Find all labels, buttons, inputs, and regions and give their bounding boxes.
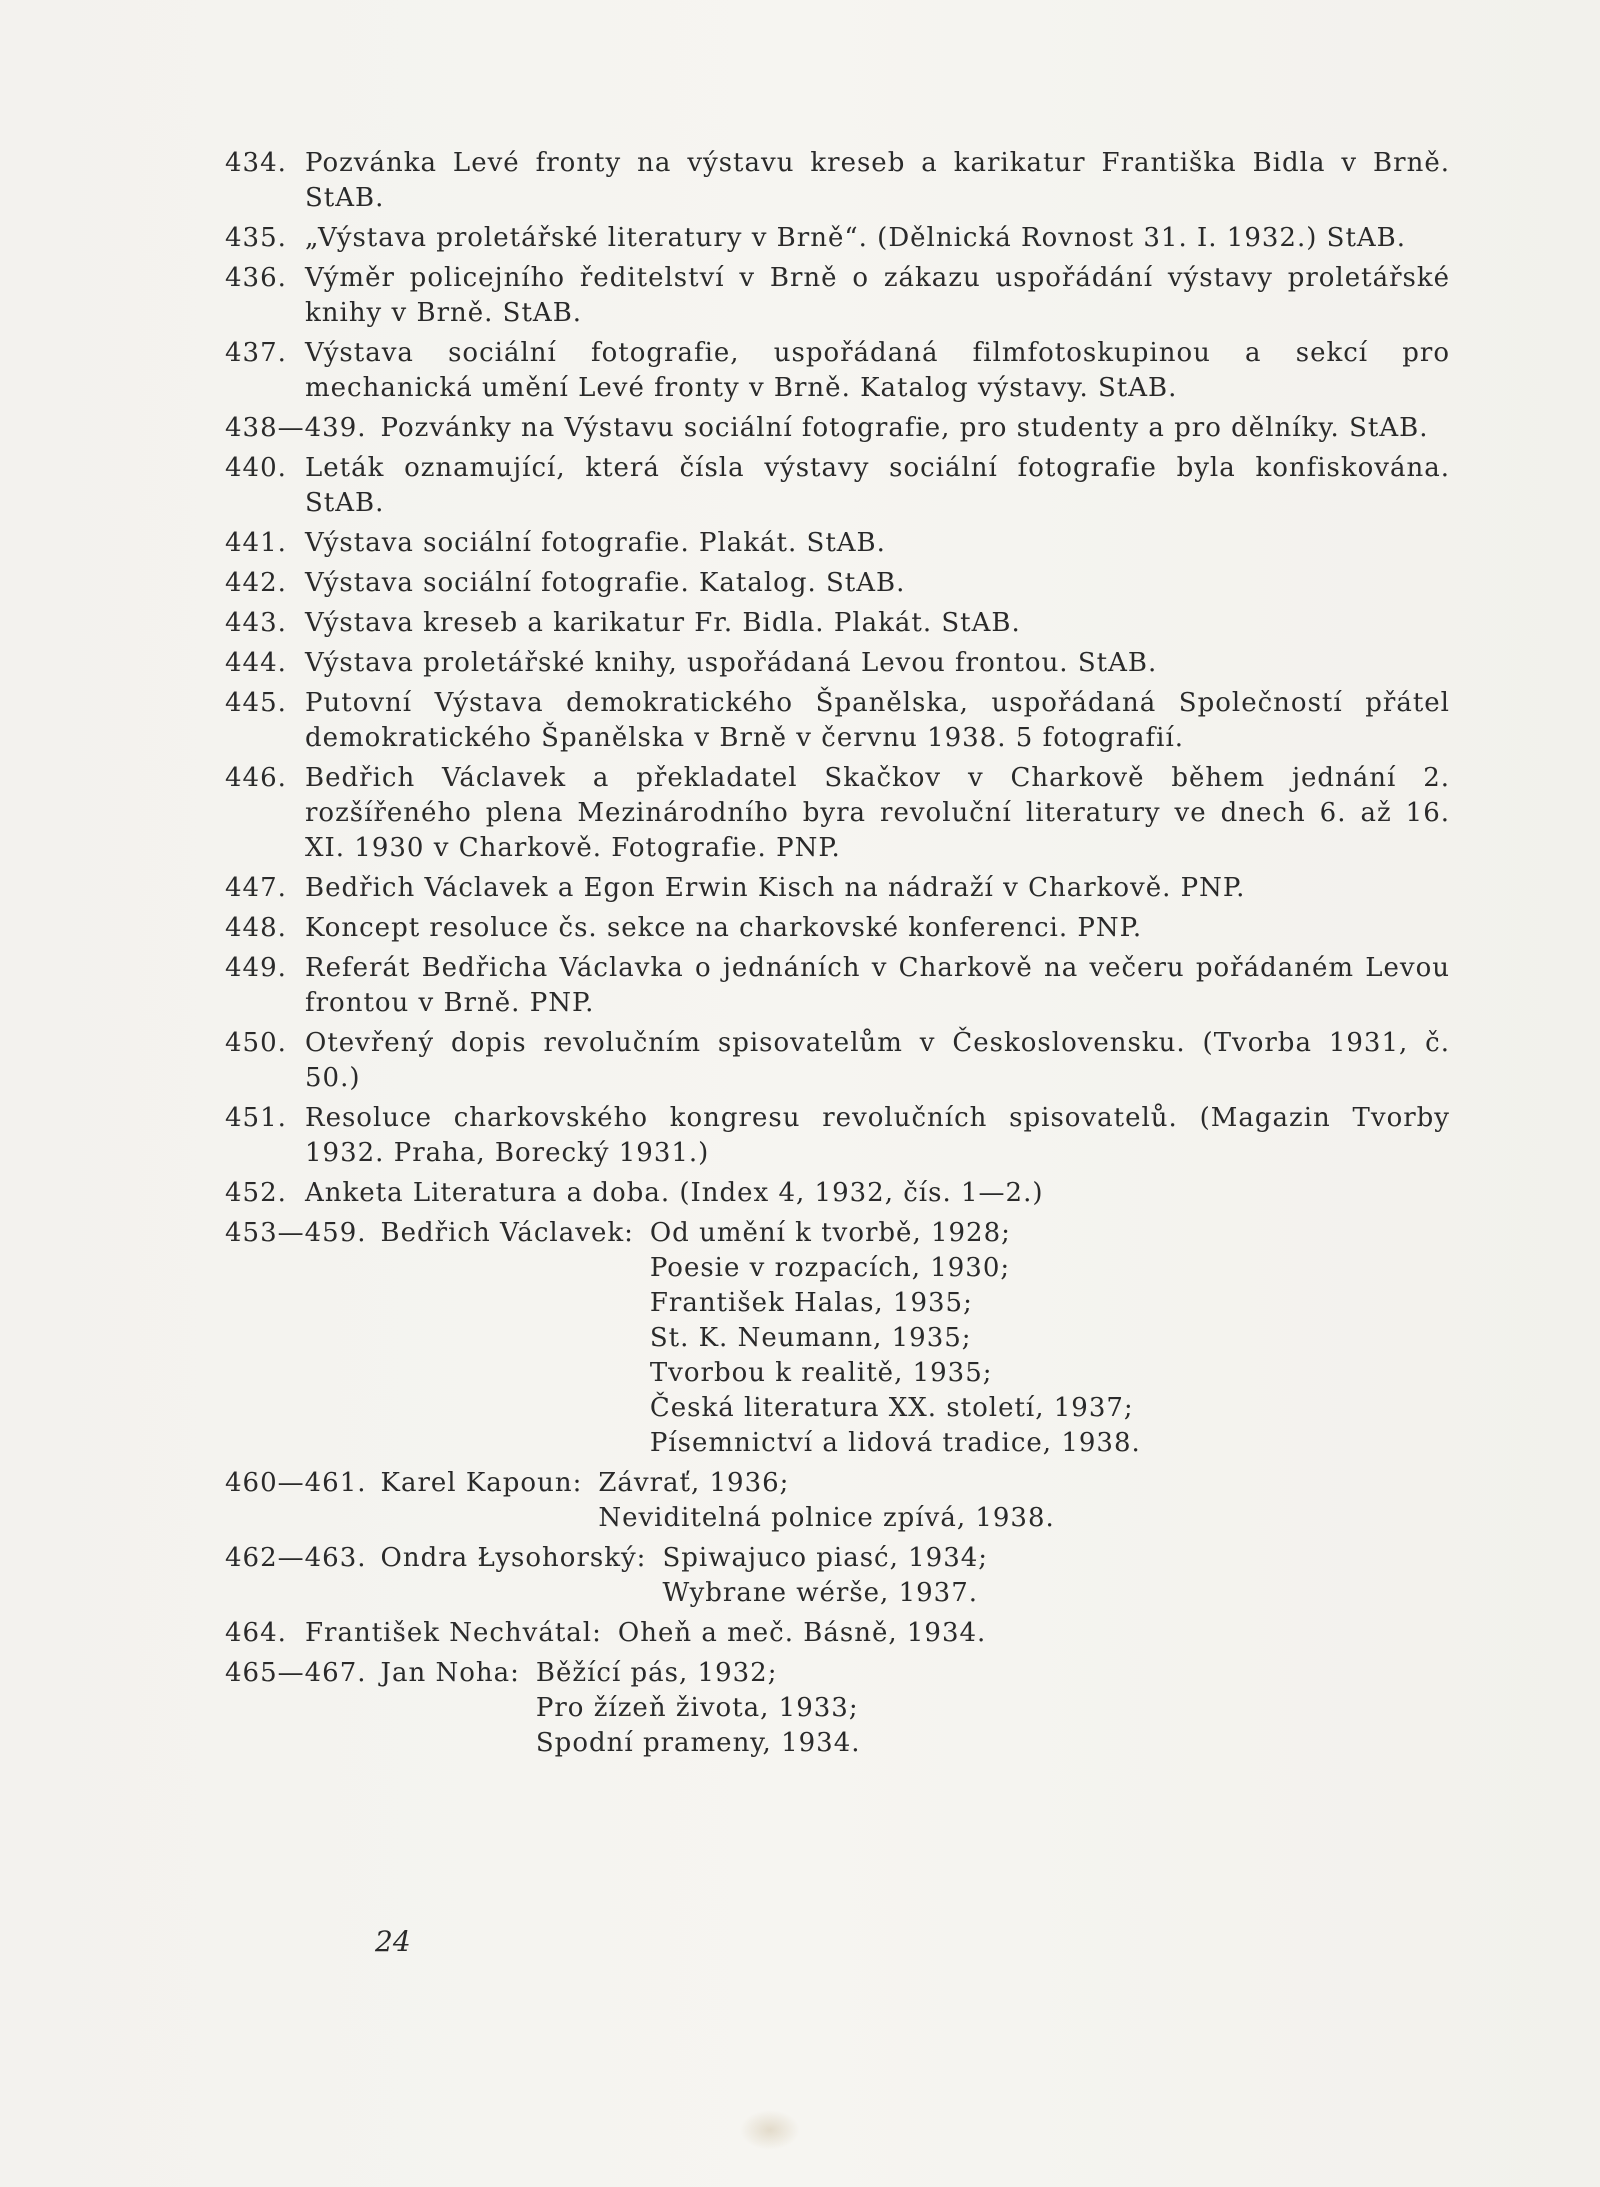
- entry-number: 440.: [225, 453, 287, 483]
- entry: [225, 606, 1450, 641]
- entry: [225, 911, 1450, 946]
- entry-text: Pozvánky na Výstavu sociální fotografie, pro studenty a pro dělníky. StAB.: [380, 413, 1429, 443]
- title-list: [662, 1541, 988, 1611]
- author-name: Ondra Łysohorský:: [380, 1543, 647, 1573]
- entry-number: 437.: [225, 338, 287, 368]
- entry-text: Výstava kreseb a karikatur Fr. Bidla. Plakát. StAB.: [305, 608, 1021, 638]
- entry: [225, 1176, 1450, 1211]
- entry-number: 452.: [225, 1178, 287, 1208]
- entry-number: 464.: [225, 1618, 287, 1648]
- entry-text: „Výstava proletářské literatury v Brně“. (Dělnická Rovnost 31. I. 1932.) StAB.: [305, 223, 1407, 253]
- entry-number: 443.: [225, 608, 287, 638]
- entry-text: Putovní Výstava demokratického Španělska, uspořádaná Společností přátel demokratického Španělska v Brně v červnu 1938. 5 fotografií.: [305, 688, 1450, 753]
- work-title: Běžící pás, 1932;: [535, 1658, 778, 1688]
- entry-text: Koncept resoluce čs. sekce na charkovské konferenci. PNP.: [305, 913, 1143, 943]
- entry-number: 449.: [225, 953, 287, 983]
- entry-text: Otevřený dopis revolučním spisovatelům v Československu. (Tvorba 1931, č. 50.): [305, 1028, 1450, 1093]
- entry-text: Anketa Literatura a doba. (Index 4, 1932, čís. 1—2.): [305, 1178, 1044, 1208]
- work-title: Spodní prameny, 1934.: [535, 1728, 861, 1758]
- paper-stain: [740, 2110, 800, 2150]
- entry-text: Výstava sociální fotografie, uspořádaná filmfotoskupinou a sekcí pro mechanická umění Levé fronty v Brně. Katalog výstavy. StAB.: [305, 338, 1450, 403]
- entry-number: 450.: [225, 1028, 287, 1058]
- entry-text: Referát Bedřicha Václavka o jednáních v Charkově na večeru pořádaném Levou frontou v Brně. PNP.: [305, 953, 1450, 1018]
- entry-number: 435.: [225, 223, 287, 253]
- page-number: 24: [375, 1925, 411, 1958]
- work-title: František Halas, 1935;: [649, 1288, 973, 1318]
- title-list: [618, 1616, 986, 1651]
- entry: [225, 871, 1450, 906]
- author-name: Jan Noha:: [380, 1658, 520, 1688]
- entry: [225, 646, 1450, 681]
- entry: [225, 761, 1450, 866]
- entry-text: Výstava sociální fotografie. Plakát. StAB.: [305, 528, 886, 558]
- entry-text: Leták oznamující, která čísla výstavy sociální fotografie byla konfiskována. StAB.: [305, 453, 1450, 518]
- entry-text: Pozvánka Levé fronty na výstavu kreseb a karikatur Františka Bidla v Brně. StAB.: [305, 148, 1450, 213]
- works-entry: [225, 1466, 1450, 1536]
- entry-number: 453—459.: [225, 1218, 367, 1248]
- entry-number: 465—467.: [225, 1658, 367, 1688]
- work-title: Wybrane wérše, 1937.: [662, 1578, 979, 1608]
- entries: [225, 146, 1450, 1211]
- entry: [225, 686, 1450, 756]
- entry-text: Bedřich Václavek a překladatel Skačkov v Charkově během jednání 2. rozšířeného plena Mezinárodního byra revoluční literatury ve dnech 6. až 16. XI. 1930 v Charkově. Fotografie. PNP.: [305, 763, 1450, 863]
- bibliography-list: [225, 146, 1450, 1766]
- entry-number: 445.: [225, 688, 287, 718]
- entry-text: Resoluce charkovského kongresu revolučních spisovatelů. (Magazin Tvorby 1932. Praha, Borecký 1931.): [305, 1103, 1450, 1168]
- entry-number: 438—439.: [225, 413, 367, 443]
- work-title: Česká literatura XX. století, 1937;: [649, 1393, 1134, 1423]
- author-name: Bedřich Václavek:: [380, 1218, 634, 1248]
- entry: [225, 951, 1450, 1021]
- entry-number: 462—463.: [225, 1543, 367, 1573]
- work-title: Spiwajuco piasć, 1934;: [662, 1543, 989, 1573]
- works-entry: [225, 1656, 1450, 1761]
- entry-number: 446.: [225, 763, 287, 793]
- works-list: [225, 1216, 1450, 1761]
- entry-text: Bedřich Václavek a Egon Erwin Kisch na nádraží v Charkově. PNP.: [305, 873, 1246, 903]
- entry: [225, 1026, 1450, 1096]
- entry-number: 441.: [225, 528, 287, 558]
- work-title: St. K. Neumann, 1935;: [649, 1323, 972, 1353]
- entry: [225, 146, 1450, 216]
- entry: [225, 526, 1450, 561]
- entry: [225, 336, 1450, 406]
- works-entry: [225, 1616, 1450, 1651]
- work-title: Závrať, 1936;: [598, 1468, 790, 1498]
- author-name: František Nechvátal:: [305, 1618, 602, 1648]
- entry: [225, 566, 1450, 601]
- work-title: Pro žízeň života, 1933;: [535, 1693, 859, 1723]
- title-list: [536, 1656, 861, 1761]
- title-list: [650, 1216, 1141, 1461]
- work-title: Poesie v rozpacích, 1930;: [649, 1253, 1011, 1283]
- entry-text: Výměr policejního ředitelství v Brně o zákazu uspořádání výstavy proletářské knihy v Brně. StAB.: [305, 263, 1450, 328]
- entry-number: 444.: [225, 648, 287, 678]
- entry: [225, 221, 1450, 256]
- entry-number: 447.: [225, 873, 287, 903]
- works-entry: [225, 1541, 1450, 1611]
- entry-number: 434.: [225, 148, 287, 178]
- entry-number: 436.: [225, 263, 287, 293]
- work-title: Neviditelná polnice zpívá, 1938.: [598, 1503, 1055, 1533]
- entry-number: 442.: [225, 568, 287, 598]
- entry: [225, 411, 1450, 446]
- work-title: Oheň a meč. Básně, 1934.: [617, 1618, 987, 1648]
- work-title: Písemnictví a lidová tradice, 1938.: [649, 1428, 1141, 1458]
- works-entry: [225, 1216, 1450, 1461]
- entry-text: Výstava proletářské knihy, uspořádaná Levou frontou. StAB.: [305, 648, 1158, 678]
- title-list: [598, 1466, 1054, 1536]
- entry-text: Výstava sociální fotografie. Katalog. StAB.: [305, 568, 906, 598]
- work-title: Tvorbou k realitě, 1935;: [649, 1358, 993, 1388]
- entry: [225, 261, 1450, 331]
- entry-number: 451.: [225, 1103, 287, 1133]
- entry: [225, 1101, 1450, 1171]
- work-title: Od umění k tvorbě, 1928;: [649, 1218, 1011, 1248]
- author-name: Karel Kapoun:: [380, 1468, 583, 1498]
- entry: [225, 451, 1450, 521]
- entry-number: 460—461.: [225, 1468, 367, 1498]
- entry-number: 448.: [225, 913, 287, 943]
